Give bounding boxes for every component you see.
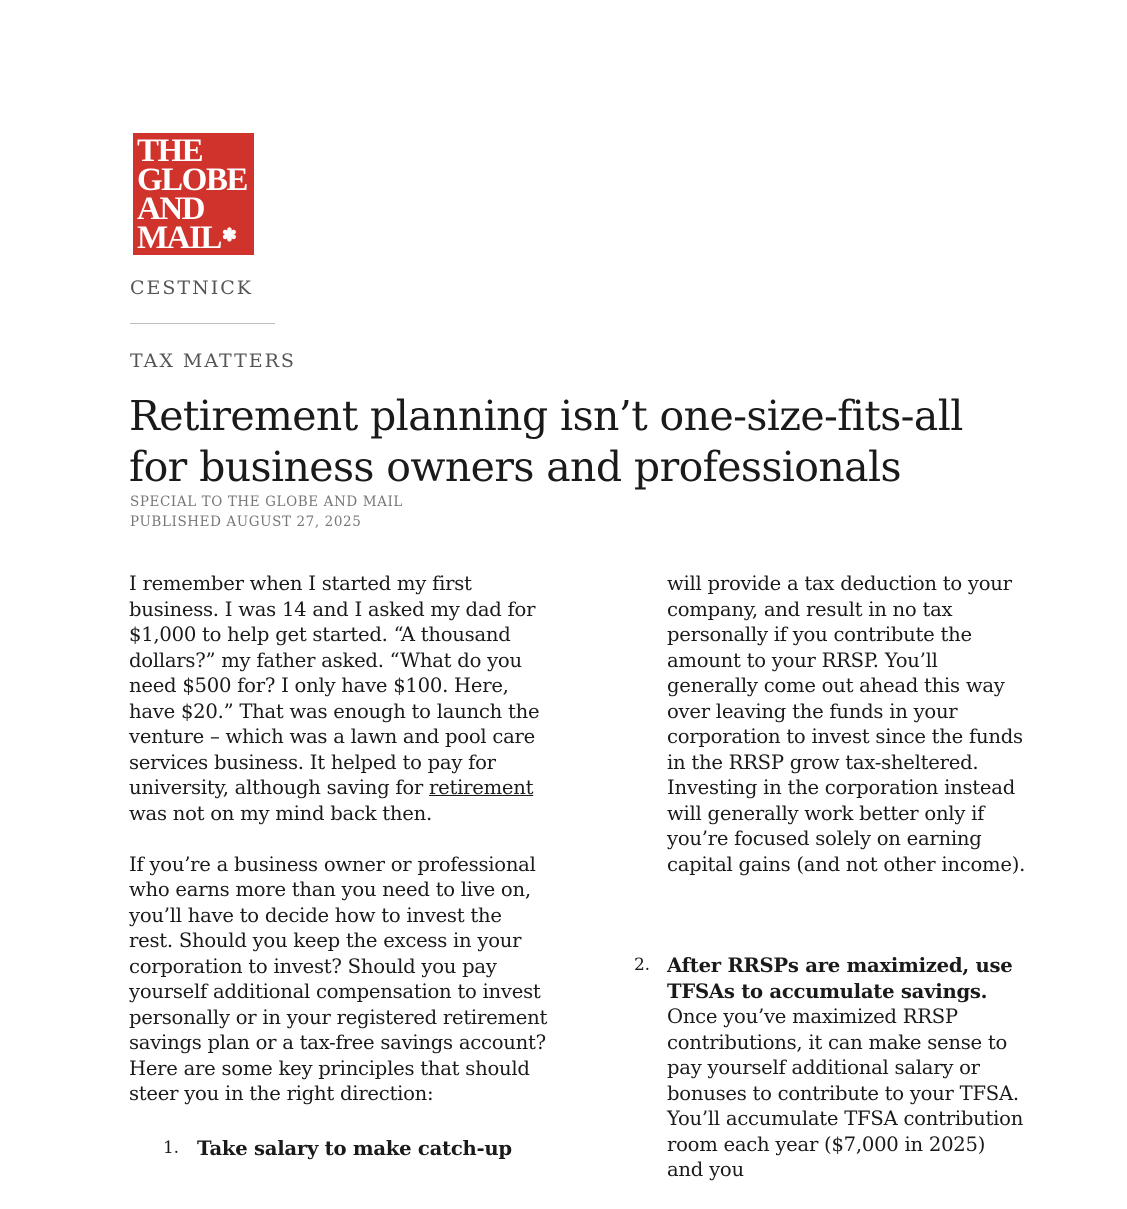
list-item-title: After RRSPs are maximized, use TFSAs to accumulate savings. [667,954,1013,1003]
article-paragraph: I remember when I started my first business. I was 14 and I asked my dad for $1,000 to help get started. “A thousand dollars?” my father asked. “What do you need $500 for? I only have $100. Here, have $20.” That was enough to launch the venture – which was a lawn and pool care services business. It helped to pay for university, although saving for retirement was not on my mind back then. [129,572,540,825]
retirement-link[interactable]: retirement [429,776,534,799]
byline: SPECIAL TO THE GLOBE AND MAIL [130,494,403,510]
logo-line: AND [137,191,204,227]
globe-and-mail-logo [133,133,254,255]
list-number: 2. [634,955,650,975]
article-paragraph: If you’re a business owner or professional who earns more than you need to live on, you’ll have to decide how to invest the rest. Should you keep the excess in your corporation to invest? Should you pay yourself additional compensation to invest personally or in your registered retirement savings plan or a tax-free savings account? Here are some key principles that should steer you in the right direction: [129,852,548,1105]
list-item [634,953,1027,1183]
maple-leaf-icon: ✽ [221,225,236,245]
article-headline [129,391,1029,493]
section-label[interactable]: CESTNICK [130,277,253,299]
logo-line: MAIL✽ [137,220,236,256]
list-item [129,1136,549,1162]
article-column-left [129,571,549,1162]
article-column-right [634,571,1027,1183]
list-item-title: Take salary to make catch-up [197,1137,512,1160]
headline-line: Retirement planning isn’t one-size-fits-all [129,392,963,440]
headline-line: for business owners and professionals [129,443,901,491]
category-label[interactable]: TAX MATTERS [130,350,296,372]
list-number: 1. [163,1138,179,1158]
divider [130,323,275,324]
publish-date: PUBLISHED AUGUST 27, 2025 [130,514,362,530]
logo-line: THE [137,133,203,169]
list-item-body: Once you’ve maximized RRSP contributions, it can make sense to pay yourself additional salary or bonuses to contribute to your TFSA. You’ll accumulate TFSA contribution room each year ($7,000 in 2025) and you [667,1005,1024,1181]
logo-line: GLOBE [137,162,247,198]
article-paragraph: will provide a tax deduction to your company, and result in no tax personally if you contribute the amount to your RRSP. You’ll generally come out ahead this way over leaving the funds in your corporation to invest since the funds in the RRSP grow tax-sheltered. Investing in the corporation instead will generally work better only if you’re focused solely on earning capital gains (and not other income). [667,572,1026,876]
